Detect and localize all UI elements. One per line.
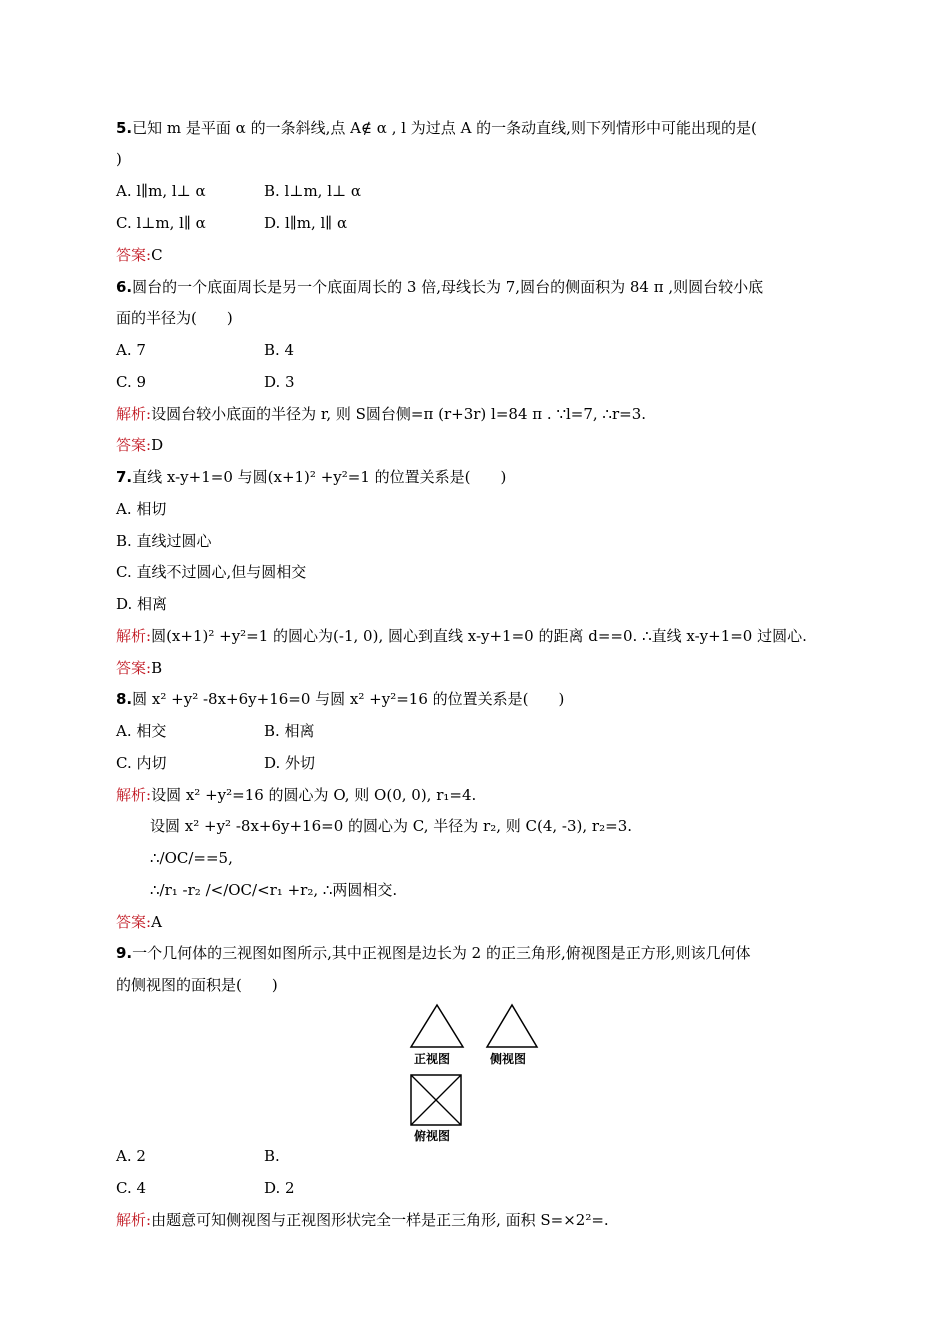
q6-option-b: B. 4 xyxy=(264,341,295,359)
q8-option-c: C. 内切 xyxy=(116,754,167,772)
q5-option-a: A. l∥m, l⊥ α xyxy=(116,182,206,200)
q6-answer: 答案:D xyxy=(116,436,164,454)
q7-option-b: B. 直线过圆心 xyxy=(116,532,212,550)
q9-option-d: D. 2 xyxy=(264,1179,295,1197)
q5-answer: 答案:C xyxy=(116,246,163,264)
q8-number: 8. xyxy=(116,690,133,708)
q6-option-d: D. 3 xyxy=(264,373,295,391)
figure-label-front: 正视图 xyxy=(414,1052,451,1066)
q8-analysis-3: ∴/OC/==5, xyxy=(150,849,233,867)
q5-option-c: C. l⊥m, l∥ α xyxy=(116,214,206,232)
q8-option-d: D. 外切 xyxy=(264,754,316,772)
q7-number: 7. xyxy=(116,468,133,486)
q6-analysis: 解析:设圆台较小底面的半径为 r, 则 S圆台侧=π (r+3r) l=84 π . ∵l=7, ∴r=3. xyxy=(116,405,647,423)
q7-option-d: D. 相离 xyxy=(116,595,168,613)
q8-answer: 答案:A xyxy=(116,913,162,931)
q6-option-c: C. 9 xyxy=(116,373,147,391)
q8-analysis-1: 解析:设圆 x² +y²=16 的圆心为 O, 则 O(0, 0), r₁=4. xyxy=(116,786,477,804)
q9-number: 9. xyxy=(116,944,133,962)
q8-stem: 8.圆 x² +y² -8x+6y+16=0 与圆 x² +y²=16 的位置关系是( ) xyxy=(116,690,565,708)
top-view-square xyxy=(411,1075,461,1125)
three-view-figure xyxy=(405,1000,545,1146)
q6-stem-cont: 面的半径为( ) xyxy=(116,309,233,327)
q7-analysis: 解析:圆(x+1)² +y²=1 的圆心为(-1, 0), 圆心到直线 x-y+1=0 的距离 d==0. ∴直线 x-y+1=0 过圆心. xyxy=(116,627,807,645)
figure-label-side: 侧视图 xyxy=(490,1052,527,1066)
side-view-triangle xyxy=(487,1005,537,1047)
q6-option-a: A. 7 xyxy=(116,341,146,359)
q9-option-a: A. 2 xyxy=(116,1147,146,1165)
q8-option-a: A. 相交 xyxy=(116,722,167,740)
q7-option-a: A. 相切 xyxy=(116,500,167,518)
q8-option-b: B. 相离 xyxy=(264,722,315,740)
q5-option-d: D. l∥m, l∥ α xyxy=(264,214,348,232)
q6-number: 6. xyxy=(116,278,133,296)
q9-analysis: 解析:由题意可知侧视图与正视图形状完全一样是正三角形, 面积 S=×2²=. xyxy=(116,1211,609,1229)
q5-number: 5. xyxy=(116,119,133,137)
q5-stem: 5.已知 m 是平面 α 的一条斜线,点 A∉ α , l 为过点 A 的一条动直线,则下列情形中可能出现的是( xyxy=(116,119,757,137)
q9-stem: 9.一个几何体的三视图如图所示,其中正视图是边长为 2 的正三角形,俯视图是正方形,则该几何体 xyxy=(116,944,751,962)
q6-stem: 6.圆台的一个底面周长是另一个底面周长的 3 倍,母线长为 7,圆台的侧面积为 84 π ,则圆台较小底 xyxy=(116,278,764,296)
q7-option-c: C. 直线不过圆心,但与圆相交 xyxy=(116,563,307,581)
q9-stem-cont: 的侧视图的面积是( ) xyxy=(116,976,278,994)
q5-stem-cont: ) xyxy=(116,150,122,168)
q9-option-c: C. 4 xyxy=(116,1179,147,1197)
figure-label-top: 俯视图 xyxy=(414,1129,451,1143)
q7-stem: 7.直线 x-y+1=0 与圆(x+1)² +y²=1 的位置关系是( ) xyxy=(116,468,507,486)
q8-analysis-2: 设圆 x² +y² -8x+6y+16=0 的圆心为 C, 半径为 r₂, 则 C(4, -3), r₂=3. xyxy=(150,817,633,835)
q5-option-b: B. l⊥m, l⊥ α xyxy=(264,182,362,200)
q7-answer: 答案:B xyxy=(116,659,163,677)
q8-analysis-4: ∴/r₁ -r₂ /</OC/<r₁ +r₂, ∴两圆相交. xyxy=(150,881,398,899)
front-view-triangle xyxy=(411,1005,463,1047)
q9-option-b: B. xyxy=(264,1147,280,1165)
